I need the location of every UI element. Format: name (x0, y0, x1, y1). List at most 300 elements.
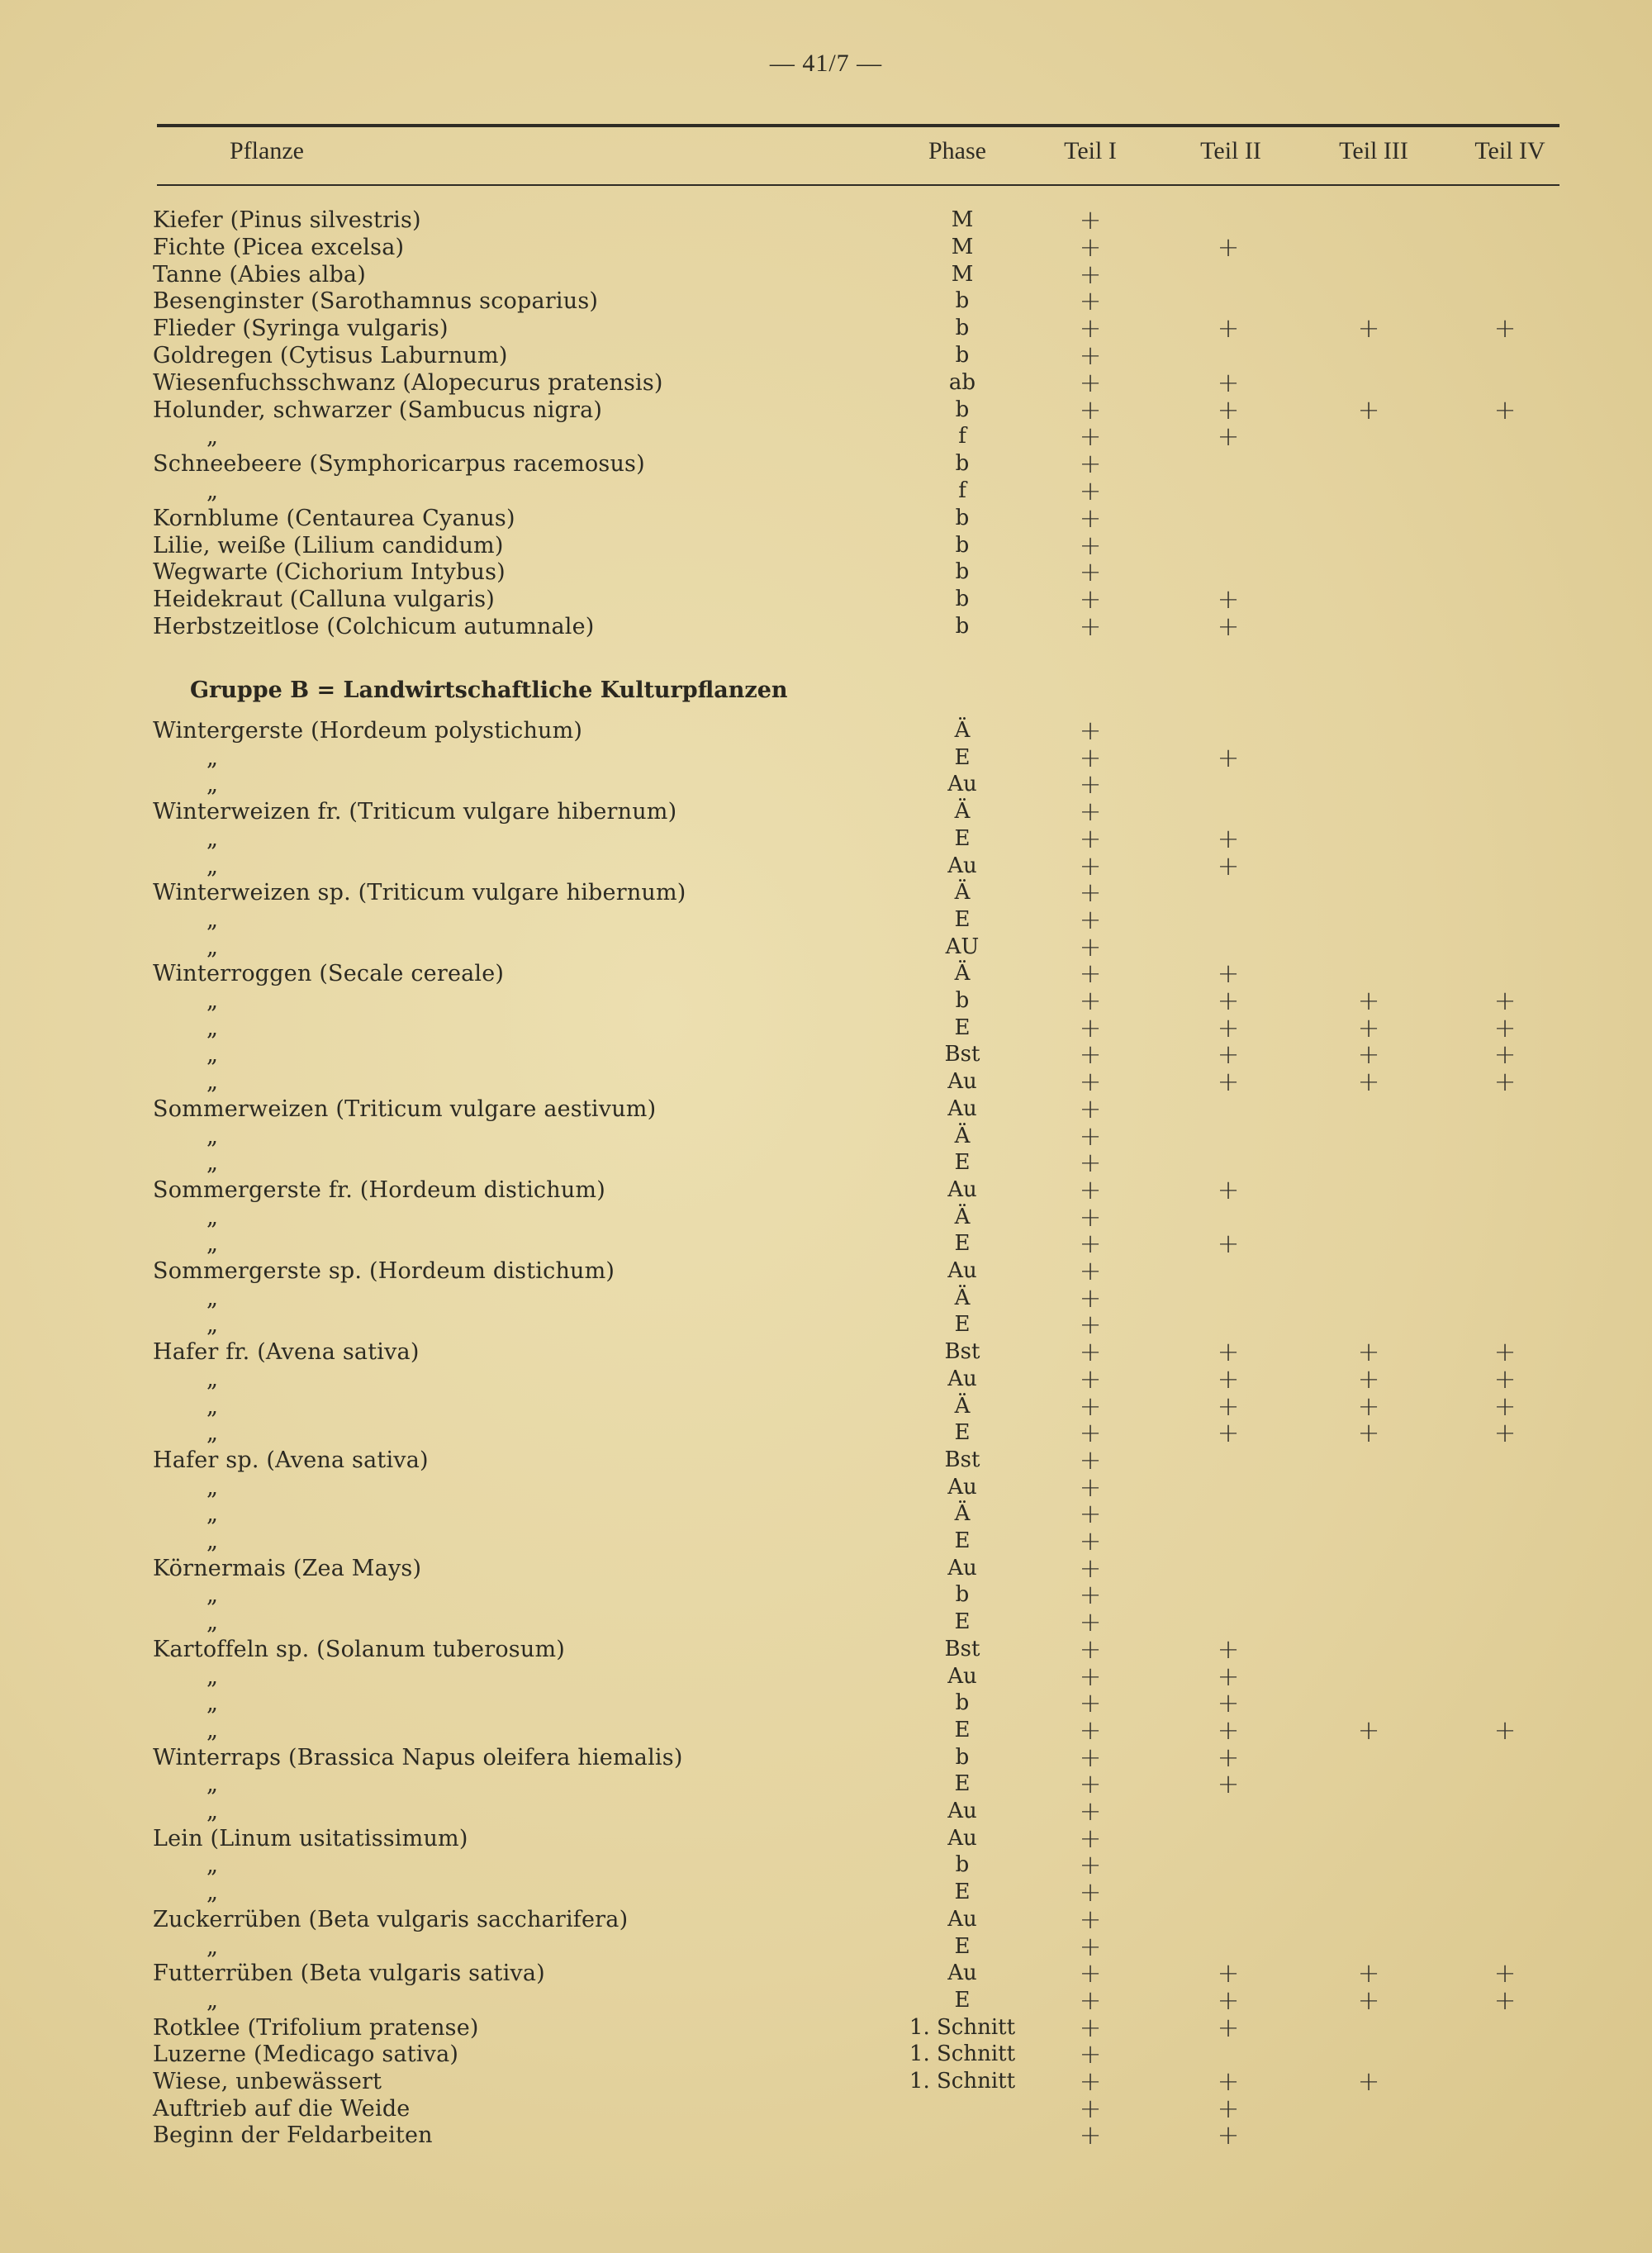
teil-2-mark: + (1217, 1011, 1240, 1043)
teil-2-mark: + (1217, 1984, 1240, 2016)
teil-2-mark: + (1217, 1362, 1240, 1395)
teil-1-mark: + (1079, 2119, 1102, 2151)
table-row (0, 958, 1652, 990)
plant-name: Flieder (Syringa vulgaris) (153, 316, 449, 342)
teil-1-mark: + (1079, 2065, 1102, 2097)
table-row (0, 342, 1652, 369)
table-row (0, 366, 1652, 398)
teil-3-mark: + (1357, 1984, 1380, 2016)
table-row (0, 1309, 1652, 1341)
table-row (0, 741, 1652, 773)
phase-value: 1. Schnitt (909, 2069, 1016, 2094)
table-row (0, 1338, 1652, 1366)
plant-name: „ (206, 1690, 219, 1717)
teil-2-mark: + (1217, 231, 1240, 263)
plant-name: „ (206, 1582, 219, 1609)
teil-2-mark: + (1217, 822, 1240, 854)
teil-2-mark: + (1217, 1768, 1240, 1800)
group-b-heading: Gruppe B = Landwirtschaftliche Kulturpflanzen (190, 677, 788, 703)
plant-name: „ (206, 1474, 219, 1500)
teil-1-mark: + (1079, 611, 1102, 642)
plant-name: Schneebeere (Symphoricarpus racemosus) (153, 451, 645, 478)
teil-1-mark: + (1079, 448, 1102, 480)
teil-1-mark: + (1079, 796, 1102, 828)
teil-1-mark: + (1079, 312, 1102, 345)
table-row (0, 1228, 1652, 1260)
plant-name: Sommergerste sp. (Hordeum distichum) (153, 1258, 615, 1284)
teil-1-mark: + (1079, 1011, 1102, 1043)
teil-1-mark: + (1079, 285, 1102, 317)
phase-value: Au (947, 772, 977, 797)
table-row (0, 930, 1652, 963)
teil-1-mark: + (1079, 1660, 1102, 1692)
phase-value: Au (947, 1906, 977, 1932)
phase-value: AU (945, 934, 980, 959)
teil-3-mark: + (1357, 1362, 1380, 1395)
teil-1-mark: + (1079, 2038, 1102, 2070)
teil-4-mark: + (1493, 985, 1517, 1016)
table-row (0, 1119, 1652, 1152)
teil-2-mark: + (1217, 1417, 1240, 1449)
plant-name: „ (206, 1933, 219, 1960)
teil-1-mark: + (1079, 1822, 1102, 1854)
phase-value: Au (947, 1555, 977, 1580)
phase-value: Bst (944, 1042, 980, 1067)
phase-value: b (955, 397, 970, 422)
teil-2-mark: + (1217, 1687, 1240, 1719)
teil-4-mark: + (1493, 1957, 1517, 1989)
plant-name: „ (206, 1042, 219, 1068)
plant-name: „ (206, 1150, 219, 1176)
teil-2-mark: + (1217, 1228, 1240, 1260)
teil-1-mark: + (1079, 1173, 1102, 1205)
phase-value: b (955, 1690, 970, 1716)
table-row (0, 1851, 1652, 1879)
teil-4-mark: + (1493, 312, 1517, 345)
teil-1-mark: + (1079, 1498, 1102, 1530)
phase-value: E (954, 1987, 971, 2013)
table-row (0, 231, 1652, 263)
table-row (0, 1903, 1652, 1935)
teil-1-mark: + (1079, 1552, 1102, 1584)
teil-1-mark: + (1079, 1606, 1102, 1638)
teil-1-mark: + (1079, 1281, 1102, 1314)
teil-1-mark: + (1079, 741, 1102, 773)
plant-name: Holunder, schwarzer (Sambucus nigra) (153, 397, 603, 423)
plant-name: Sommergerste fr. (Hordeum distichum) (153, 1176, 605, 1203)
header-bottom-rule (157, 184, 1559, 186)
teil-4-mark: + (1493, 1714, 1517, 1746)
plant-name: Hafer sp. (Avena sativa) (153, 1447, 429, 1473)
teil-4-mark: + (1493, 1039, 1517, 1071)
teil-1-mark: + (1079, 1984, 1102, 2016)
plant-name: „ (206, 1366, 219, 1392)
teil-1-mark: + (1079, 2011, 1102, 2043)
phase-value: Ä (954, 718, 971, 743)
phase-value: E (954, 906, 971, 932)
teil-1-mark: + (1079, 849, 1102, 882)
table-row (0, 312, 1652, 345)
column-header-teil-3: Teil III (1339, 137, 1408, 164)
table-row (0, 2011, 1652, 2043)
teil-3-mark: + (1357, 1039, 1380, 1071)
plant-name: Winterweizen sp. (Triticum vulgare hibernum) (153, 880, 686, 906)
plant-name: „ (206, 1799, 219, 1824)
teil-1-mark: + (1079, 1200, 1102, 1233)
phase-value: 1. Schnitt (909, 2014, 1016, 2040)
teil-1-mark: + (1079, 1228, 1102, 1260)
teil-1-mark: + (1079, 1876, 1102, 1908)
phase-value: E (954, 1150, 971, 1176)
phase-value: Au (947, 1961, 977, 1986)
teil-2-mark: + (1217, 958, 1240, 990)
phase-value: E (954, 825, 971, 851)
plant-name: „ (206, 744, 219, 771)
teil-1-mark: + (1079, 1795, 1102, 1827)
table-row (0, 1173, 1652, 1205)
plant-name: „ (206, 934, 219, 960)
table-row (0, 501, 1652, 534)
table-row (0, 613, 1652, 640)
plant-name: „ (206, 772, 219, 798)
phase-value: b (955, 988, 970, 1013)
teil-1-mark: + (1079, 475, 1102, 506)
table-row (0, 1039, 1652, 1071)
teil-1-mark: + (1079, 204, 1102, 235)
plant-name: „ (206, 424, 219, 450)
plant-name: Futterrüben (Beta vulgaris sativa) (153, 1961, 545, 1987)
teil-2-mark: + (1217, 1957, 1240, 1989)
teil-1-mark: + (1079, 1147, 1102, 1179)
phase-value: E (954, 1933, 971, 1959)
plant-name: „ (206, 1069, 219, 1096)
phase-value: f (958, 424, 966, 449)
teil-1-mark: + (1079, 501, 1102, 534)
plant-name: Lein (Linum usitatissimum) (153, 1825, 468, 1851)
column-header-teil-4: Teil IV (1474, 137, 1545, 164)
plant-name: „ (206, 1880, 219, 1906)
phase-value: b (955, 505, 970, 530)
plant-name: Auftrieb auf die Weide (153, 2095, 411, 2122)
teil-2-mark: + (1217, 1633, 1240, 1665)
phase-value: Au (947, 1258, 977, 1283)
plant-name: Tanne (Abies alba) (153, 261, 366, 288)
teil-1-mark: + (1079, 715, 1102, 746)
plant-name: Herbstzeitlose (Colchicum autumnale) (153, 614, 595, 639)
teil-3-mark: + (1357, 1011, 1380, 1043)
teil-2-mark: + (1217, 312, 1240, 345)
table-row (0, 1525, 1652, 1557)
teil-4-mark: + (1493, 1417, 1517, 1449)
teil-4-mark: + (1493, 1390, 1517, 1422)
teil-1-mark: + (1079, 1471, 1102, 1503)
table-row (0, 903, 1652, 935)
table-row (0, 258, 1652, 290)
table-row (0, 2065, 1652, 2097)
plant-name: Lilie, weiße (Lilium candidum) (153, 532, 504, 558)
phase-value: b (955, 1582, 970, 1608)
table-row (0, 1714, 1652, 1746)
phase-value: Ä (954, 799, 971, 825)
table-row (0, 1281, 1652, 1314)
phase-value: Ä (954, 1501, 971, 1527)
plant-name: Winterweizen fr. (Triticum vulgare hibernum) (153, 799, 677, 825)
phase-value: E (954, 1609, 971, 1635)
teil-4-mark: + (1493, 1336, 1517, 1368)
plant-name: Zuckerrüben (Beta vulgaris saccharifera) (153, 1906, 629, 1932)
teil-2-mark: + (1217, 1336, 1240, 1368)
table-row (0, 1581, 1652, 1609)
plant-name: Winterraps (Brassica Napus oleifera hiemalis) (153, 1744, 683, 1771)
teil-2-mark: + (1217, 421, 1240, 453)
teil-1-mark: + (1079, 1687, 1102, 1719)
phase-value: E (954, 1015, 971, 1040)
table-row (0, 1092, 1652, 1124)
teil-3-mark: + (1357, 1417, 1380, 1449)
table-row (0, 1876, 1652, 1908)
plant-name: Winterroggen (Secale cereale) (153, 961, 505, 987)
teil-2-mark: + (1217, 1066, 1240, 1098)
plant-name: „ (206, 1285, 219, 1311)
table-row (0, 1687, 1652, 1719)
table-row (0, 717, 1652, 744)
teil-1-mark: + (1079, 1417, 1102, 1449)
plant-name: Kiefer (Pinus silvestris) (153, 207, 421, 233)
teil-3-mark: + (1357, 1714, 1380, 1746)
phase-value: E (954, 1771, 971, 1797)
plant-name: „ (206, 853, 219, 879)
phase-value: b (955, 451, 970, 477)
teil-1-mark: + (1079, 822, 1102, 854)
teil-1-mark: + (1079, 2092, 1102, 2124)
phase-value: M (951, 234, 974, 259)
phase-value: Bst (944, 1636, 980, 1661)
plant-name: „ (206, 1987, 219, 2013)
phase-value: b (955, 288, 970, 314)
phase-value: Ä (954, 1204, 971, 1229)
phase-value: Ä (954, 880, 971, 905)
teil-1-mark: + (1079, 1255, 1102, 1286)
table-row (0, 1822, 1652, 1854)
table-row (0, 1741, 1652, 1773)
plant-name: „ (206, 1204, 219, 1230)
table-row (0, 1552, 1652, 1584)
plant-name: „ (206, 1015, 219, 1041)
plant-name: Wiese, unbewässert (153, 2069, 382, 2094)
table-row (0, 1795, 1652, 1827)
table-row (0, 849, 1652, 882)
teil-1-mark: + (1079, 985, 1102, 1016)
teil-2-mark: + (1217, 2092, 1240, 2124)
phase-value: E (954, 1717, 971, 1742)
phase-value: b (955, 532, 970, 558)
column-header-plant: Pflanze (230, 137, 304, 164)
table-row (0, 2092, 1652, 2124)
plant-name: „ (206, 1771, 219, 1798)
phase-value: E (954, 1231, 971, 1257)
teil-1-mark: + (1079, 1119, 1102, 1152)
teil-2-mark: + (1217, 2119, 1240, 2151)
plant-name: „ (206, 1528, 219, 1554)
teil-4-mark: + (1493, 393, 1517, 425)
teil-4-mark: + (1493, 1011, 1517, 1043)
teil-2-mark: + (1217, 741, 1240, 773)
phase-value: E (954, 1420, 971, 1446)
phase-value: Au (947, 1799, 977, 1823)
teil-2-mark: + (1217, 366, 1240, 398)
table-row (0, 1362, 1652, 1395)
table-row (0, 1390, 1652, 1422)
table-row (0, 1930, 1652, 1962)
table-row (0, 529, 1652, 561)
plant-name: „ (206, 1393, 219, 1419)
table-row (0, 285, 1652, 317)
table-row (0, 393, 1652, 425)
teil-1-mark: + (1079, 1741, 1102, 1773)
plant-name: „ (206, 1663, 219, 1690)
phase-value: b (955, 316, 970, 341)
teil-2-mark: + (1217, 2011, 1240, 2043)
phase-value: b (955, 343, 970, 368)
plant-name: Besenginster (Sarothamnus scoparius) (153, 288, 599, 315)
plant-name: „ (206, 1609, 219, 1636)
phase-value: b (955, 614, 970, 639)
phase-value: b (955, 587, 970, 612)
page-number: — 41/7 — (769, 50, 883, 77)
teil-2-mark: + (1217, 1741, 1240, 1773)
plant-name: Fichte (Picea excelsa) (153, 234, 405, 260)
phase-value: Au (947, 1474, 977, 1500)
teil-1-mark: + (1079, 1443, 1102, 1476)
teil-3-mark: + (1357, 1957, 1380, 1989)
plant-name: „ (206, 1312, 219, 1338)
teil-2-mark: + (1217, 1173, 1240, 1205)
teil-1-mark: + (1079, 1309, 1102, 1341)
plant-name: Kartoffeln sp. (Solanum tuberosum) (153, 1636, 565, 1662)
plant-name: Luzerne (Medicago sativa) (153, 2041, 459, 2068)
teil-1-mark: + (1079, 258, 1102, 290)
phase-value: Au (947, 1663, 977, 1689)
table-row (0, 1500, 1652, 1528)
table-row (0, 1660, 1652, 1692)
teil-3-mark: + (1357, 1390, 1380, 1422)
table-row (0, 987, 1652, 1015)
table-row (0, 877, 1652, 909)
teil-1-mark: + (1079, 1092, 1102, 1124)
plant-name: Hafer fr. (Avena sativa) (153, 1339, 420, 1366)
teil-1-mark: + (1079, 231, 1102, 263)
plant-name: Goldregen (Cytisus Laburnum) (153, 343, 508, 368)
header-top-rule (157, 124, 1559, 127)
teil-2-mark: + (1217, 2065, 1240, 2097)
table-row (0, 822, 1652, 854)
teil-1-mark: + (1079, 583, 1102, 616)
teil-1-mark: + (1079, 1066, 1102, 1098)
teil-3-mark: + (1357, 2065, 1380, 2097)
phase-value: Au (947, 1069, 977, 1095)
teil-1-mark: + (1079, 1579, 1102, 1611)
phase-value: 1. Schnitt (909, 2041, 1016, 2067)
phase-value: E (954, 1880, 971, 1905)
plant-name: „ (206, 1420, 219, 1447)
table-row (0, 204, 1652, 235)
teil-1-mark: + (1079, 1957, 1102, 1989)
phase-value: Bst (944, 1447, 980, 1472)
teil-3-mark: + (1357, 312, 1380, 345)
plant-name: Wiesenfuchsschwanz (Alopecurus pratensis) (153, 369, 663, 396)
plant-name: Kornblume (Centaurea Cyanus) (153, 505, 515, 531)
teil-1-mark: + (1079, 340, 1102, 371)
plant-name: „ (206, 1852, 219, 1879)
phase-value: E (954, 1528, 971, 1553)
teil-1-mark: + (1079, 903, 1102, 935)
table-row (0, 796, 1652, 828)
table-row (0, 2038, 1652, 2070)
column-header-phase: Phase (928, 137, 986, 164)
teil-1-mark: + (1079, 421, 1102, 453)
teil-2-mark: + (1217, 611, 1240, 642)
teil-1-mark: + (1079, 1390, 1102, 1422)
teil-1-mark: + (1079, 1714, 1102, 1746)
teil-2-mark: + (1217, 393, 1240, 425)
table-row (0, 1957, 1652, 1989)
table-row (0, 1606, 1652, 1638)
phase-value: E (954, 1312, 971, 1338)
table-row (0, 1984, 1652, 2016)
table-row (0, 1011, 1652, 1043)
table-row (0, 1068, 1652, 1096)
teil-1-mark: + (1079, 1930, 1102, 1962)
teil-2-mark: + (1217, 1714, 1240, 1746)
teil-2-mark: + (1217, 1660, 1240, 1692)
phase-value: Bst (944, 1339, 980, 1365)
table-row (0, 1419, 1652, 1447)
phase-value: Au (947, 1096, 977, 1121)
phase-value: f (958, 478, 966, 503)
table-row (0, 768, 1652, 801)
table-row (0, 1471, 1652, 1503)
plant-name: „ (206, 988, 219, 1014)
phase-value: E (954, 744, 971, 770)
table-row (0, 1633, 1652, 1665)
plant-name: „ (206, 478, 219, 504)
phase-value: Au (947, 1366, 977, 1391)
teil-1-mark: + (1079, 877, 1102, 909)
plant-name: „ (206, 1717, 219, 1743)
table-row (0, 2119, 1652, 2151)
phase-value: Ä (954, 1123, 971, 1148)
teil-1-mark: + (1079, 958, 1102, 990)
plant-name: Körnermais (Zea Mays) (153, 1555, 422, 1581)
teil-1-mark: + (1079, 1903, 1102, 1935)
teil-1-mark: + (1079, 529, 1102, 561)
plant-name: Rotklee (Trifolium pratense) (153, 2014, 479, 2041)
table-row (0, 1768, 1652, 1800)
phase-value: M (951, 207, 974, 232)
plant-name: „ (206, 1123, 219, 1149)
column-header-teil-2: Teil II (1200, 137, 1261, 164)
table-row (0, 1200, 1652, 1233)
teil-1-mark: + (1079, 393, 1102, 425)
teil-1-mark: + (1079, 1525, 1102, 1557)
phase-value: b (955, 559, 970, 585)
phase-value: Au (947, 1825, 977, 1851)
teil-3-mark: + (1357, 1336, 1380, 1368)
phase-value: ab (948, 369, 976, 395)
plant-name: Wintergerste (Hordeum polystichum) (153, 718, 583, 744)
phase-value: Ä (954, 961, 971, 986)
phase-value: b (955, 1852, 970, 1878)
